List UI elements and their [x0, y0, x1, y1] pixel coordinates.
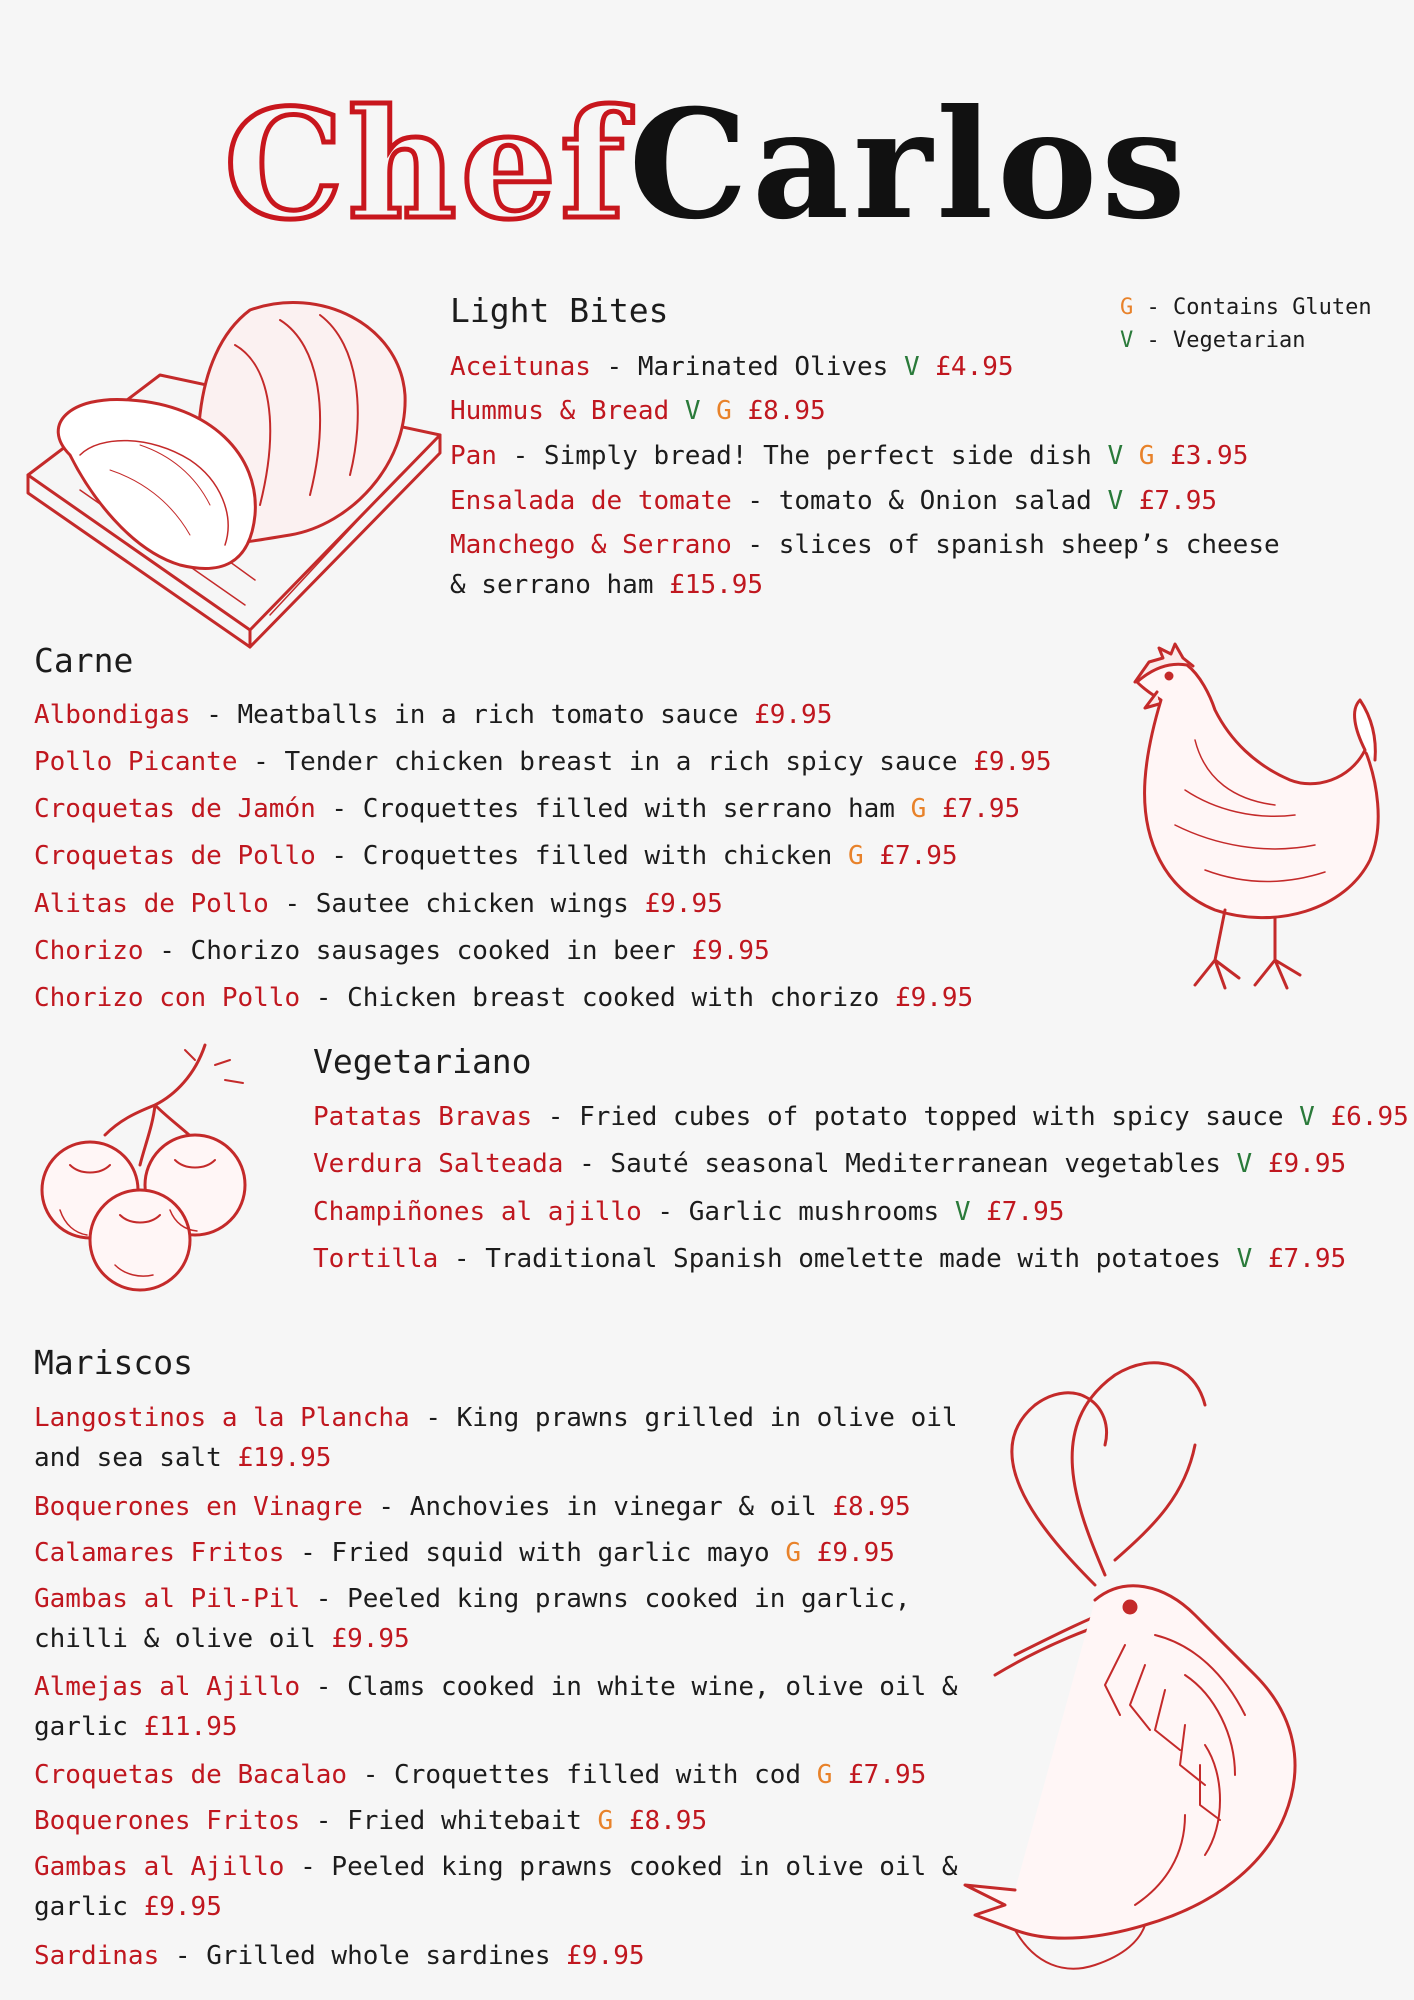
menu-item	[34, 1847, 964, 1927]
gluten-marker: G	[785, 1538, 802, 1568]
item-price: £9.95	[566, 1941, 645, 1971]
item-name: Boquerones Fritos	[34, 1806, 301, 1836]
item-description: - Peeled king prawns cooked in garlic, chilli & olive oil	[34, 1584, 911, 1654]
item-price: £9.95	[894, 983, 974, 1013]
item-description: - Fried squid with garlic mayo	[284, 1538, 786, 1568]
menu-item	[34, 1936, 645, 1976]
item-price: £9.95	[691, 936, 770, 966]
menu-item	[450, 391, 826, 431]
item-name: Gambas al Pil-Pil	[34, 1584, 301, 1614]
item-price: £11.95	[143, 1712, 238, 1742]
menu-item	[34, 1487, 911, 1527]
item-price: £7.95	[1138, 486, 1218, 516]
vegetarian-marker: V	[1107, 486, 1124, 516]
item-description: - Clams cooked in white wine, olive oil & garlic	[34, 1672, 958, 1742]
vegetarian-marker: V	[1236, 1244, 1253, 1274]
item-name: Boquerones en Vinagre	[34, 1492, 363, 1522]
item-description: - Simply bread! The perfect side dish	[496, 441, 1108, 471]
menu-item	[34, 978, 973, 1018]
item-price: £8.95	[628, 1806, 708, 1836]
item-price: £9.95	[973, 747, 1052, 777]
menu-item	[34, 1533, 895, 1573]
item-name: Champiñones al ajillo	[313, 1197, 642, 1227]
restaurant-logo	[0, 77, 1414, 253]
item-description: - Chorizo sausages cooked in beer	[143, 936, 692, 966]
gluten-marker: G	[597, 1806, 614, 1836]
item-price: £3.95	[1170, 441, 1249, 471]
item-description: - tomato & Onion salad	[731, 486, 1108, 516]
menu-item	[34, 1398, 964, 1478]
item-description: - Marinated Olives	[590, 352, 904, 382]
gluten-marker: G	[1138, 441, 1155, 471]
item-description: - Anchovies in vinegar & oil	[362, 1492, 833, 1522]
menu-item	[313, 1097, 1409, 1137]
vegetarian-marker: V	[954, 1197, 971, 1227]
item-description: - Croquettes filled with serrano ham	[315, 794, 911, 824]
item-price: £9.95	[1267, 1149, 1347, 1179]
item-name: Alitas de Pollo	[34, 889, 269, 919]
item-description: - Fried whitebait	[300, 1806, 598, 1836]
item-price: £9.95	[331, 1624, 410, 1654]
item-name: Aceitunas	[450, 352, 591, 382]
item-name: Pan	[450, 441, 497, 471]
item-name: Tortilla	[313, 1244, 439, 1274]
menu-item	[313, 1239, 1346, 1279]
menu-item	[34, 1801, 707, 1841]
menu-item	[34, 931, 770, 971]
item-price: £7.95	[1267, 1244, 1347, 1274]
allergen-legend	[1120, 291, 1372, 357]
item-description: - Grilled whole sardines	[159, 1941, 567, 1971]
legend-vegetarian: V - Vegetarian	[1120, 328, 1306, 353]
item-description: - Garlic mushrooms	[641, 1197, 955, 1227]
item-price: £9.95	[816, 1538, 895, 1568]
item-name: Hummus & Bread	[450, 396, 670, 426]
logo-carlos: Carlos	[628, 77, 1190, 253]
item-price: £7.95	[986, 1197, 1065, 1227]
hen-illustration	[1115, 640, 1385, 1020]
item-price: £8.95	[832, 1492, 911, 1522]
menu-item	[34, 695, 832, 735]
item-name: Croquetas de Jamón	[34, 794, 316, 824]
item-price: £9.95	[754, 700, 833, 730]
menu-item	[34, 884, 723, 924]
menu-item	[450, 347, 1014, 387]
menu-item	[313, 1192, 1064, 1232]
item-price: £15.95	[669, 570, 764, 600]
item-name: Chorizo	[34, 936, 144, 966]
menu-item	[34, 836, 958, 876]
logo-chef: Chef	[224, 77, 629, 253]
item-description: - Sauté seasonal Mediterranean vegetables	[563, 1149, 1237, 1179]
item-name: Albondigas	[34, 700, 191, 730]
section-title-light-bites: Light Bites	[450, 291, 669, 330]
menu-item	[313, 1144, 1346, 1184]
item-description: - Traditional Spanish omelette made with potatoes	[438, 1244, 1237, 1274]
vegetarian-marker: V	[1107, 441, 1124, 471]
item-description	[669, 396, 685, 426]
item-price: £19.95	[237, 1443, 332, 1473]
gluten-marker: G	[816, 1760, 833, 1790]
menu-item	[34, 1667, 964, 1747]
item-description: - Fried cubes of potato topped with spicy sauce	[532, 1102, 1300, 1132]
vegetarian-marker: V	[1299, 1102, 1315, 1132]
item-name: Sardinas	[34, 1941, 160, 1971]
item-name: Croquetas de Bacalao	[34, 1760, 348, 1790]
tomatoes-illustration	[25, 1035, 285, 1295]
item-name: Chorizo con Pollo	[34, 983, 301, 1013]
gluten-marker: G	[716, 396, 732, 426]
item-name: Pollo Picante	[34, 747, 238, 777]
vegetarian-marker: V	[903, 352, 920, 382]
item-description: - Tender chicken breast in a rich spicy sauce	[237, 747, 974, 777]
menu-item	[450, 525, 1310, 605]
menu-item	[34, 742, 1052, 782]
item-name: Calamares Fritos	[34, 1538, 285, 1568]
menu-item	[34, 789, 1020, 829]
item-description: - Peeled king prawns cooked in olive oil & garlic	[34, 1852, 958, 1922]
item-price: £7.95	[848, 1760, 927, 1790]
section-title-carne: Carne	[34, 641, 134, 680]
gluten-marker: G	[910, 794, 927, 824]
item-name: Verdura Salteada	[313, 1149, 564, 1179]
bread-board-illustration	[20, 285, 450, 645]
item-description: - slices of spanish sheep’s cheese & serrano ham	[450, 530, 1280, 600]
item-price: £6.95	[1330, 1102, 1409, 1132]
menu-item	[34, 1579, 964, 1659]
item-price: £9.95	[143, 1892, 222, 1922]
item-description: - Sautee chicken wings	[268, 889, 645, 919]
item-description: - Croquettes filled with cod	[347, 1760, 817, 1790]
item-name: Croquetas de Pollo	[34, 841, 316, 871]
item-description: - Meatballs in a rich tomato sauce	[190, 700, 755, 730]
menu-item	[450, 436, 1248, 476]
item-name: Gambas al Ajillo	[34, 1852, 285, 1882]
gluten-marker: G	[847, 841, 864, 871]
item-price: £8.95	[747, 396, 826, 426]
vegetarian-marker: V	[684, 396, 701, 426]
item-price: £9.95	[644, 889, 723, 919]
item-description: - Chicken breast cooked with chorizo	[300, 983, 895, 1013]
item-name: Almejas al Ajillo	[34, 1672, 301, 1702]
section-title-mariscos: Mariscos	[34, 1343, 193, 1382]
item-price: £7.95	[879, 841, 958, 871]
section-title-vegetariano: Vegetariano	[313, 1042, 532, 1081]
vegetarian-marker: V	[1236, 1149, 1253, 1179]
item-price: £4.95	[935, 352, 1014, 382]
item-name: Langostinos a la Plancha	[34, 1403, 410, 1433]
item-price: £7.95	[941, 794, 1021, 824]
item-name: Patatas Bravas	[313, 1102, 533, 1132]
item-description: - Croquettes filled with chicken	[315, 841, 848, 871]
legend-gluten: G - Contains Gluten	[1120, 295, 1372, 320]
menu-item	[450, 481, 1217, 521]
menu-item	[34, 1755, 926, 1795]
item-name: Manchego & Serrano	[450, 530, 732, 560]
item-description: - King prawns grilled in olive oil and sea salt	[34, 1403, 958, 1473]
prawn-illustration	[955, 1345, 1385, 1985]
item-name: Ensalada de tomate	[450, 486, 732, 516]
